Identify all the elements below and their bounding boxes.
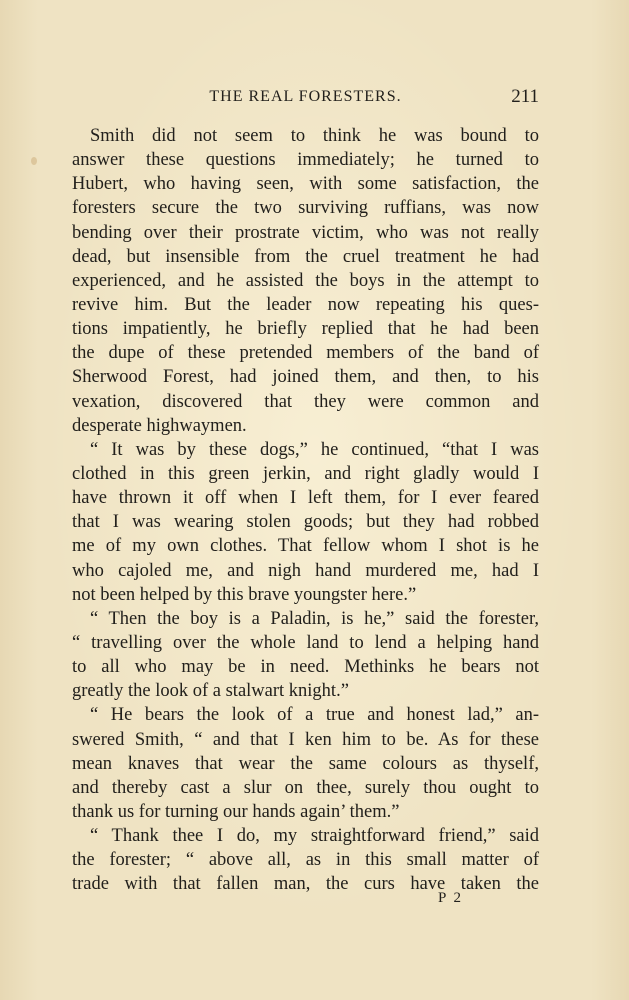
text-line: have thrown it off when I left them, for I ever feared xyxy=(72,488,539,509)
text-line: Smith did not seem to think he was bound to xyxy=(90,126,539,146)
text-line: desperate highwaymen. xyxy=(72,415,247,436)
text-line: “ He bears the look of a true and honest lad,” an- xyxy=(90,705,539,726)
text-line: dead, but insensible from the cruel treatment he had xyxy=(72,246,539,267)
text-line: “ It was by these dogs,” he continued, “that I was xyxy=(90,439,539,460)
text-line: the forester; “ above all, as in this small matter of xyxy=(72,850,539,871)
running-title: THE REAL FORESTERS. xyxy=(209,88,402,105)
text-line: “ Then the boy is a Paladin, is he,” said the forester, xyxy=(90,608,539,629)
margin-stain xyxy=(31,157,37,165)
text-line: foresters secure the two surviving ruffians, was now xyxy=(72,198,539,219)
text-line: experienced, and he assisted the boys in the attempt to xyxy=(72,270,539,291)
text-line: clothed in this green jerkin, and right gladly would I xyxy=(72,463,539,484)
text-line: revive him. But the leader now repeating his ques- xyxy=(72,294,539,315)
text-line: the dupe of these pretended members of the band of xyxy=(72,343,539,364)
text-line: not been helped by this brave youngster here.” xyxy=(72,584,417,605)
text-line: greatly the look of a stalwart knight.” xyxy=(72,681,349,702)
body-text xyxy=(72,124,539,897)
text-line: swered Smith, “ and that I ken him to be. As for these xyxy=(72,729,539,750)
text-line: Hubert, who having seen, with some satisfaction, the xyxy=(72,174,539,195)
text-line: bending over their prostrate victim, who was not really xyxy=(72,222,539,243)
text-line: and thereby cast a slur on thee, surely thou ought to xyxy=(72,777,539,798)
running-head xyxy=(72,86,539,108)
text-line: vexation, discovered that they were common and xyxy=(72,391,539,412)
signature-mark: P 2 xyxy=(438,890,464,906)
text-line: “ travelling over the whole land to lend a helping hand xyxy=(72,632,539,653)
text-line: mean knaves that wear the same colours as thyself, xyxy=(72,753,539,774)
text-line: who cajoled me, and nigh hand murdered me, had I xyxy=(72,560,539,581)
text-line: me of my own clothes. That fellow whom I shot is he xyxy=(72,536,539,557)
text-line: to all who may be in need. Methinks he bears not xyxy=(72,657,539,678)
text-line: tions impatiently, he briefly replied that he had been xyxy=(72,319,539,340)
page-number: 211 xyxy=(511,86,539,107)
text-line: that I was wearing stolen goods; but they had robbed xyxy=(72,512,539,533)
text-line: answer these questions immediately; he turned to xyxy=(72,150,539,171)
text-line: thank us for turning our hands again’ them.” xyxy=(72,801,400,822)
text-line: Sherwood Forest, had joined them, and then, to his xyxy=(72,367,539,388)
text-line: trade with that fallen man, the curs have taken the xyxy=(72,874,539,895)
text-line: “ Thank thee I do, my straightforward friend,” said xyxy=(90,826,539,847)
